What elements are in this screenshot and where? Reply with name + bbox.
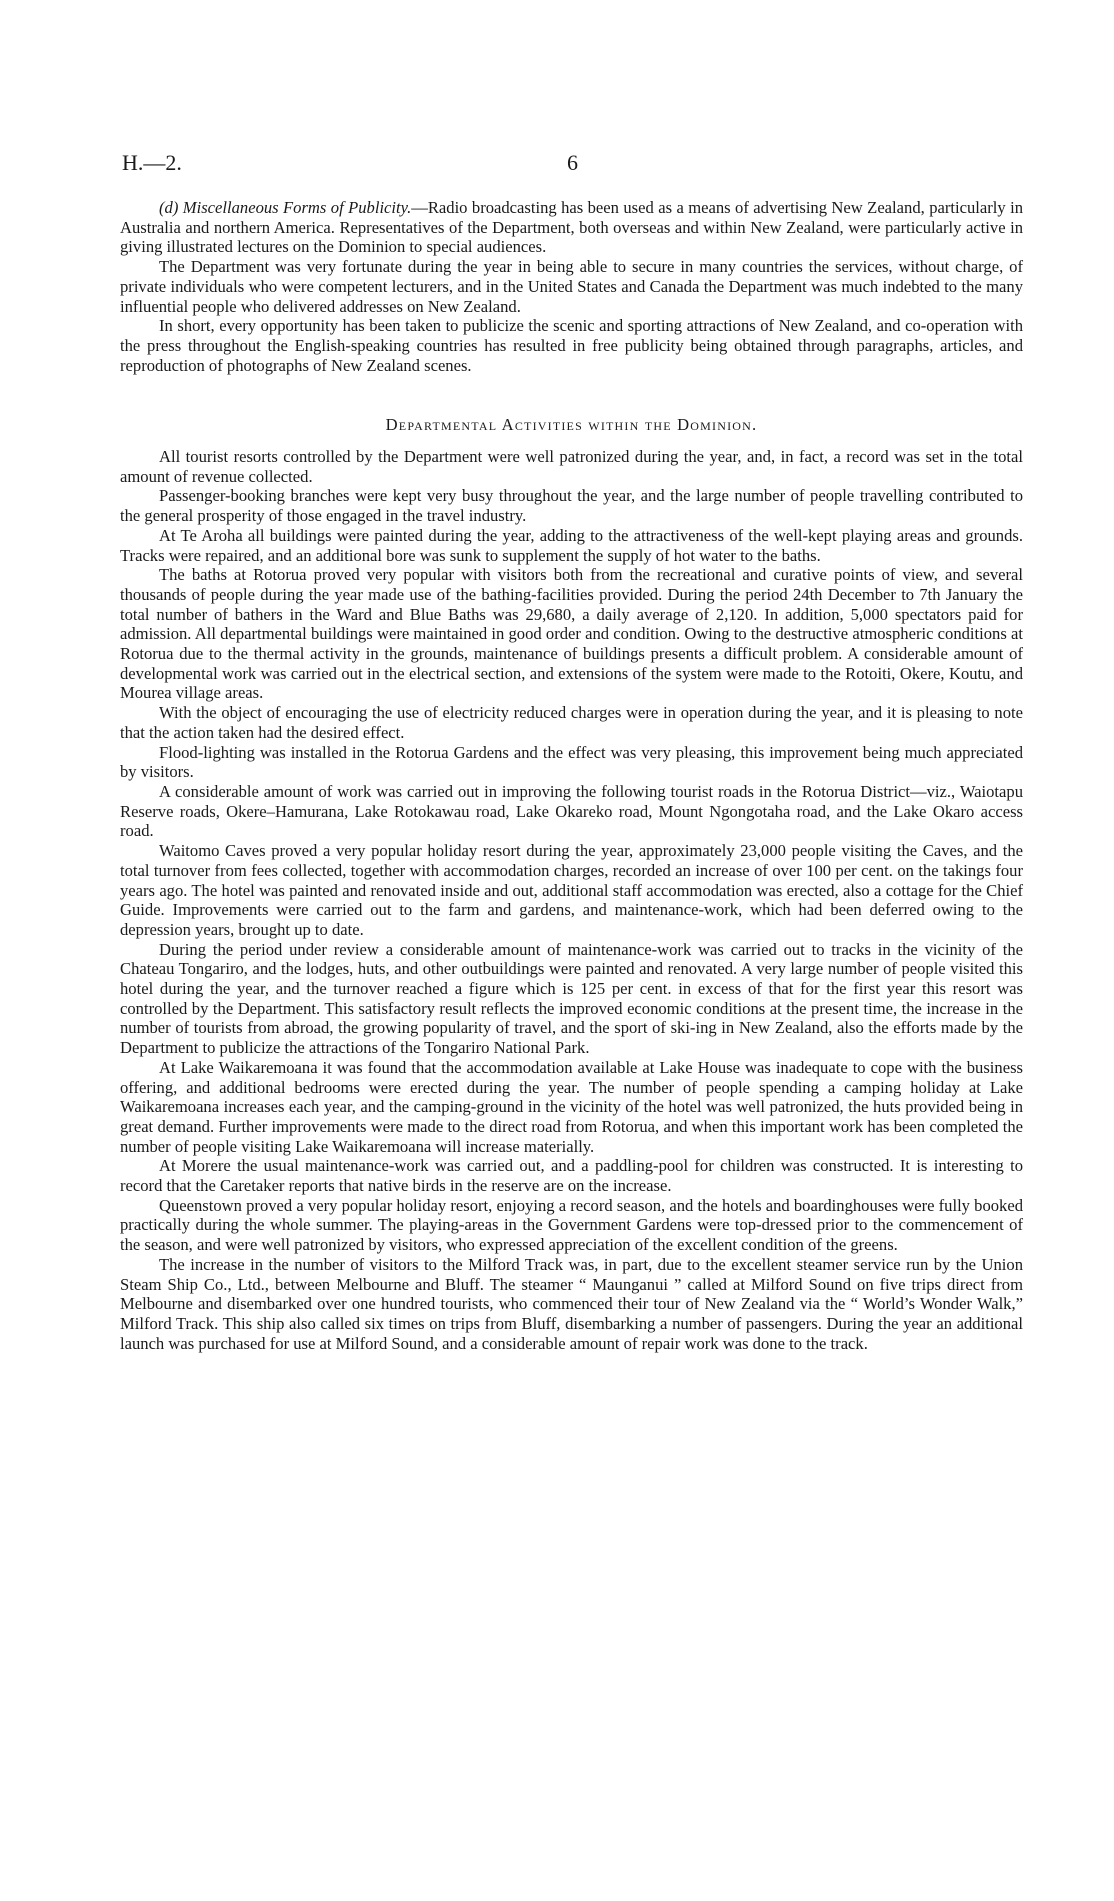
- paragraph-rotorua-roads: A considerable amount of work was carried out in improving the following tourist roads in the Rotorua District—viz., Waiotapu Reserve roads, Okere–Hamurana, Lake Rotokawau road, Lake Okareko road, Mount Ngongotaha road, and the Lake Okaro access road.: [120, 781, 1023, 841]
- paragraph-press: In short, every opportunity has been taken to publicize the scenic and sporting attractions of New Zealand, and co-operation with the press throughout the English-speaking countries has resulted in free publicity being obtained through paragraphs, articles, and reproduction of photographs of New Zealand scenes.: [120, 316, 1023, 375]
- paragraph-lecturers: The Department was very fortunate during the year in being able to secure in many countries the services, without charge, of private individuals who were competent lecturers, and in the United States and Canada the Department was much indebted to the many influential people who delivered addresses on New Zealand.: [120, 257, 1023, 316]
- paragraph-queenstown: Queenstown proved a very popular holiday resort, enjoying a record season, and the hotels and boardinghouses were fully booked practically during the whole summer. The playing-areas in the Government Gardens were top-dressed prior to the commencement of the season, and were well patronized by visitors, who expressed appreciation of the excellent condition of the greens.: [120, 1195, 1023, 1255]
- paragraph-tourist-resorts: All tourist resorts controlled by the Department were well patronized during the year, and, in fact, a record was set in the total amount of revenue collected.: [120, 447, 1023, 486]
- paragraph-text: —Radio broadcasting has been used as a means of advertising New Zealand, particularly in Australia and northern America. Representatives of the Department, both overseas and within New Zealand, were particularly active in giving illustrated lectures on the Dominion to special audiences.: [120, 198, 1023, 257]
- page-number: 6: [567, 150, 578, 175]
- page-body: [120, 198, 1023, 1353]
- paragraph-morere: At Morere the usual maintenance-work was carried out, and a paddling-pool for children was constructed. It is interesting to record that the Caretaker reports that native birds in the reserve are on the increase.: [120, 1156, 1023, 1196]
- paragraph-electricity: With the object of encouraging the use of electricity reduced charges were in operation during the year, and it is pleasing to note that the action taken had the desired effect.: [120, 703, 1023, 742]
- paragraph-label: (d) Miscellaneous Forms of Publicity.: [159, 198, 412, 217]
- paragraph-passenger-booking: Passenger-booking branches were kept very busy throughout the year, and the large number of people travelling contributed to the general prosperity of those engaged in the travel industry.: [120, 486, 1023, 526]
- paragraph-milford-track: The increase in the number of visitors to the Milford Track was, in part, due to the excellent steamer service run by the Union Steam Ship Co., Ltd., between Melbourne and Bluff. The steamer “ Maunganui ” called at Milford Sound on five trips direct from Melbourne and disembarked over one hundred tourists, who commenced their tour of New Zealand via the “ World’s Wonder Walk,” Milford Track. This ship also called six times on trips from Bluff, disembarking a number of passengers. During the year an additional launch was purchased for use at Milford Sound, and a considerable amount of repair work was done to the track.: [120, 1254, 1023, 1353]
- paragraph-publicity: [120, 198, 1023, 257]
- paragraph-lake-waikaremoana: At Lake Waikaremoana it was found that the accommodation available at Lake House was inadequate to cope with the business offering, and additional bedrooms were erected during the year. The number of people spending a camping holiday at Lake Waikaremoana increases each year, and the camping-ground in the vicinity of the hotel was well patronized, the huts provided being in great demand. Further improvements were made to the direct road from Rotorua, and when this important work has been completed the number of people visiting Lake Waikaremoana will increase materially.: [120, 1057, 1023, 1156]
- section-heading: Departmental Activities within the Dominion.: [385, 415, 758, 435]
- page-header: [122, 150, 1022, 182]
- paragraph-flood-lighting: Flood-lighting was installed in the Rotorua Gardens and the effect was very pleasing, this improvement being much appreciated by visitors.: [120, 742, 1023, 782]
- document-reference: H.—2.: [122, 150, 182, 175]
- paragraph-waitomo-caves: Waitomo Caves proved a very popular holiday resort during the year, approximately 23,000 people visiting the Caves, and the total turnover from fees collected, together with accommodation charges, recorded an increase of over 100 per cent. on the takings four years ago. The hotel was painted and renovated inside and out, additional staff accommodation was erected, also a cottage for the Chief Guide. Improvements were carried out to the farm and gardens, and maintenance-work, which had been deferred owing to the depression years, brought up to date.: [120, 841, 1023, 939]
- paragraph-te-aroha: At Te Aroha all buildings were painted during the year, adding to the attractiveness of the well-kept playing areas and grounds. Tracks were repaired, and an additional bore was sunk to supplement the supply of hot water to the baths.: [120, 525, 1023, 565]
- paragraph-rotorua-baths: The baths at Rotorua proved very popular with visitors both from the recreational and curative points of view, and several thousands of people during the year made use of the bathing-facilities provided. During the period 24th December to 7th January the total number of bathers in the Ward and Blue Baths was 29,680, a daily average of 2,120. In addition, 5,000 spectators paid for admission. All departmental buildings were maintained in good order and condition. Owing to the destructive atmospheric conditions at Rotorua due to the thermal activity in the grounds, maintenance of buildings presents a difficult problem. A considerable amount of developmental work was carried out in the electrical section, and extensions of the system were made to the Rotoiti, Okere, Koutu, and Mourea village areas.: [120, 565, 1023, 703]
- paragraph-chateau-tongariro: During the period under review a considerable amount of maintenance-work was carried out to tracks in the vicinity of the Chateau Tongariro, and the lodges, huts, and other outbuildings were painted and renovated. A very large number of people visited this hotel during the year, and the turnover reached a figure which is 125 per cent. in excess of that for the first year this resort was controlled by the Department. This satisfactory result reflects the improved economic conditions at the present time, the increase in the number of tourists from abroad, the growing popularity of travel, and the sport of ski-ing in New Zealand, also the efforts made by the Department to publicize the attractions of the Tongariro National Park.: [120, 939, 1023, 1058]
